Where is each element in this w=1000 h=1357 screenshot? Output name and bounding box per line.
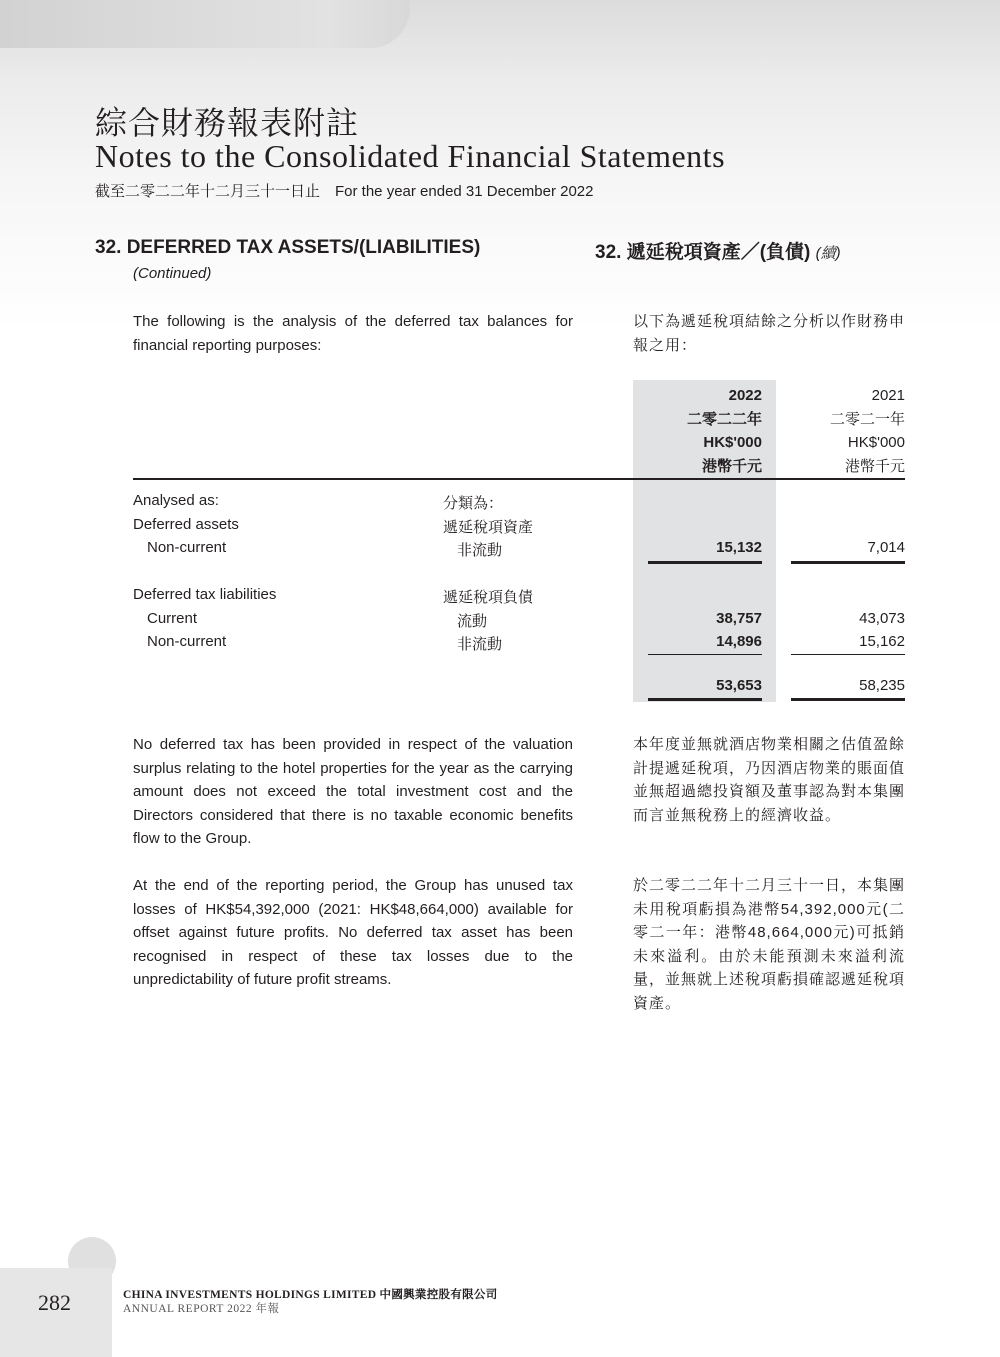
corner-decoration <box>0 0 410 48</box>
page-title-cn: 綜合財務報表附註 <box>95 104 360 142</box>
header-unit-2022-cn: 港幣千元 <box>701 457 762 475</box>
header-year-2022-cn: 二零二二年 <box>686 410 762 428</box>
subtotal-rule-2022 <box>648 654 762 655</box>
period-subtitle: 截至二零二二年十二月三十一日止 For the year ended 31 December 2022 <box>95 183 594 200</box>
row-label-analysed-cn: 分類為： <box>443 495 504 512</box>
total-rule-assets-2022 <box>648 561 762 564</box>
row-label-liab-noncurrent: Non-current <box>147 633 227 650</box>
section-heading-en: 32. DEFERRED TAX ASSETS/(LIABILITIES) <box>95 237 481 258</box>
row-label-assets-noncurrent: Non-current <box>147 539 227 556</box>
footer-report-title: ANNUAL REPORT 2022 年報 <box>123 1303 280 1315</box>
header-unit-2021: HK$'000 <box>847 434 905 451</box>
row-label-deferred-assets-cn: 遞延稅項資產 <box>443 519 534 536</box>
value-assets-noncurrent-2021: 7,014 <box>867 539 905 556</box>
page-title-en: Notes to the Consolidated Financial Statements <box>95 138 726 174</box>
row-label-deferred-assets: Deferred assets <box>133 516 239 533</box>
subtotal-rule-2021 <box>791 654 905 655</box>
value-liab-noncurrent-2022: 14,896 <box>716 633 762 650</box>
value-liab-total-2022: 53,653 <box>716 677 762 694</box>
note-valuation-surplus-en: No deferred tax has been provided in respect of the valuation surplus relating to the hotel properties for the year as the carrying amount does not exceed the total investment cost and the Directors considered that there is no taxable economic benefits flow to the Group. <box>133 736 573 847</box>
header-unit-2021-cn: 港幣千元 <box>844 457 905 475</box>
column-header-2021 <box>755 384 905 478</box>
intro-paragraph-en: The following is the analysis of the deferred tax balances for financial reporting purposes: <box>133 313 573 354</box>
row-label-deferred-liabilities-cn: 遞延稅項負債 <box>443 589 534 606</box>
total-rule-assets-2021 <box>791 561 905 564</box>
row-label-assets-noncurrent-cn: 非流動 <box>457 542 503 559</box>
section-heading-cn <box>595 237 841 264</box>
row-label-analysed: Analysed as: <box>133 492 219 509</box>
intro-paragraph-cn: 以下為遞延稅項結餘之分析以作財務申報之用： <box>633 313 906 354</box>
note-valuation-surplus-cn: 本年度並無就酒店物業相關之估值盈餘計提遞延稅項，乃因酒店物業的賬面值並無超過總投資額及董事認為對本集團而言並無稅務上的經濟收益。 <box>633 736 906 824</box>
column-header-2022 <box>612 384 762 478</box>
value-liab-current-2021: 43,073 <box>859 610 905 627</box>
table-header-rule <box>133 478 905 480</box>
header-year-2021: 2021 <box>871 387 905 404</box>
page-number: 282 <box>38 1290 71 1315</box>
value-liab-total-2021: 58,235 <box>859 677 905 694</box>
total-rule-liab-2022 <box>648 698 762 701</box>
section-heading-cn-text: 32. 遞延稅項資產／(負債) <box>595 242 811 263</box>
note-unused-tax-losses-en: At the end of the reporting period, the Group has unused tax losses of HK$54,392,000 (2021: HK$48,664,000) available for offset against future profits. No deferred tax asset has been recognised in respect of these tax losses due to the unpredictability of future profit streams. <box>133 877 573 988</box>
header-year-2021-cn: 二零二一年 <box>829 410 905 428</box>
row-label-liab-noncurrent-cn: 非流動 <box>457 636 503 653</box>
row-label-liab-current-cn: 流動 <box>457 613 488 630</box>
row-label-liab-current: Current <box>147 610 198 627</box>
header-year-2022: 2022 <box>728 387 762 404</box>
note-unused-tax-losses-cn: 於二零二二年十二月三十一日，本集團未用稅項虧損為港幣54,392,000元(二零二一年：港幣48,664,000元)可抵銷未來溢利。由於未能預測未來溢利流量，並無就上述稅項虧損確認遞延稅項資產。 <box>633 877 906 1012</box>
header-unit-2022: HK$'000 <box>703 434 762 451</box>
total-rule-liab-2021 <box>791 698 905 701</box>
value-liab-noncurrent-2021: 15,162 <box>859 633 905 650</box>
footer-company-name: CHINA INVESTMENTS HOLDINGS LIMITED 中國興業控股有限公司 <box>123 1289 498 1301</box>
section-continued-en: (Continued) <box>133 265 212 282</box>
row-label-deferred-liabilities: Deferred tax liabilities <box>133 586 277 603</box>
value-assets-noncurrent-2022: 15,132 <box>716 539 762 556</box>
section-continued-cn: (續) <box>815 245 841 262</box>
value-liab-current-2022: 38,757 <box>716 610 762 627</box>
